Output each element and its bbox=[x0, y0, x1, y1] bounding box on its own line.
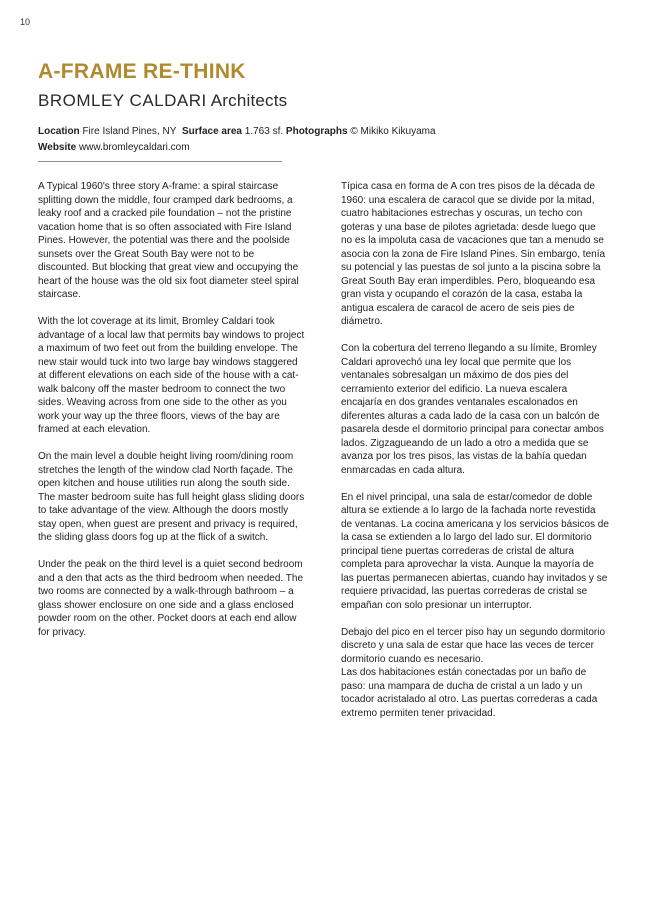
location-value: Fire Island Pines, NY bbox=[82, 126, 177, 137]
header-divider bbox=[38, 161, 282, 162]
english-text-column bbox=[38, 180, 306, 653]
website-link[interactable]: www.bromleycaldari.com bbox=[78, 142, 190, 153]
spanish-paragraph: En el nivel principal, una sala de estar/comedor de doble altura se extiende a lo largo de la fachada norte revestida de ventanas. La cocina americana y los servicios básicos de la casa se extienden a lo largo del lado sur. El dormitorio principal tiene puertas correderas de cristal de altura completa para aprovechar la vista. Aunque la mayoría de las puertas permanecen abiertas, cuando hay invitados y se requiere privacidad, las puertas correderas de cristal se empañan con solo presionar un interruptor. bbox=[341, 491, 609, 611]
architect-name: BROMLEY CALDARI bbox=[38, 91, 207, 110]
location-label: Location bbox=[38, 126, 80, 137]
spanish-paragraph: Típica casa en forma de A con tres pisos de la década de 1960: una escalera de caracol que se divide por la mitad, cuatro habitaciones estrechas y oscuras, un techo con goteras y una base de pilotes agrietada: desde luego que no es la impoluta casa de vacaciones que tan a menudo se asocia con la zona de Fire Island Pines. Sin embargo, tenía su potencial y las puestas de sol junto a la piscina sobre la Great South Bay eran imperdibles. Pero, bloqueando esa gran vista y ocupando el corazón de la casa, estaba la antigua escalera de caracol de acero de seis pies de diámetro. bbox=[341, 181, 606, 327]
meta-line-website bbox=[38, 140, 638, 156]
project-metadata bbox=[38, 124, 638, 156]
surface-area-label: Surface area bbox=[181, 126, 242, 137]
english-paragraph: A Typical 1960's three story A-frame: a spiral staircase splitting down the middle, four cramped dark bedrooms, a leaky roof and a cracked pile foundation – not the pristine vacation home that is so often associated with Fire Island Pines. However, the potential was there and the poolside sunsets over the Great South Bay were not to be discounted. But blocking that great view and occupying the heart of the house was the old six foot diameter steel spiral staircase. bbox=[38, 181, 299, 300]
photographs-value: © Mikiko Kikuyama bbox=[350, 126, 436, 137]
architect-suffix: Architects bbox=[210, 91, 288, 110]
surface-area-value: 1.763 sf. bbox=[244, 126, 284, 137]
spanish-text-column bbox=[341, 180, 609, 734]
photographs-label: Photographs bbox=[285, 126, 348, 137]
spanish-paragraph: Con la cobertura del terreno llegando a su límite, Bromley Caldari aprovechó una ley local que permite que los ventanales sobresalgan un máximo de dos pies del cerramiento exterior del edificio. La nueva escalera encajaría en dos grandes ventanales escalonados en diferentes alturas a cada lado de la casa con un balcón de pasarela desde el dormitorio principal para conectar ambos lados. Zigzagueando de un lado a otro a medida que se avanza por los tres pisos, las vistas de la bahía quedan enmarcadas en cada altura. bbox=[341, 343, 604, 476]
page-number: 10 bbox=[20, 17, 31, 27]
website-label: Website bbox=[38, 142, 77, 153]
spanish-paragraph: Las dos habitaciones están conectadas por un baño de paso: una mampara de ducha de cristal a un lado y un tocador acristalado al otro. Las puertas correderas a cada extremo permiten tener privacidad. bbox=[341, 667, 598, 719]
english-paragraph: With the lot coverage at its limit, Bromley Caldari took advantage of a local law that permits bay windows to project a maximum of two feet out from the building envelope. The new stair would tuck into two large bay windows staggered at different elevations on each side of the house with a cat-walk balcony off the master bedroom to connect the two sides. Weaving across from one side to the other as you work your way up the three floors, views of the bay are framed at each elevation. bbox=[38, 316, 305, 435]
architect-line bbox=[38, 91, 287, 111]
meta-line-details bbox=[38, 124, 638, 140]
english-paragraph: On the main level a double height living room/dining room stretches the length of the window clad North façade. The open kitchen and house utilities run along the south side. The master bedroom suite has full height glass sliding doors to take advantage of the view. Although the doors mostly stay open, when guest are present and privacy is required, the sliding glass doors fog up at the flick of a switch. bbox=[38, 451, 305, 543]
project-title: A-FRAME RE-THINK bbox=[38, 60, 246, 83]
spanish-paragraph: Debajo del pico en el tercer piso hay un segundo dormitorio discreto y una sala de estar que hace las veces de tercer dormitorio cuando es necesario. bbox=[341, 626, 606, 665]
english-paragraph: Under the peak on the third level is a quiet second bedroom and a den that acts as the third bedroom when needed. The two rooms are connected by a walk-through bathroom – a glass shower enclosure on one side and a glass enclosed powder room on the other. Pocket doors at each end allow for privacy. bbox=[38, 559, 303, 638]
